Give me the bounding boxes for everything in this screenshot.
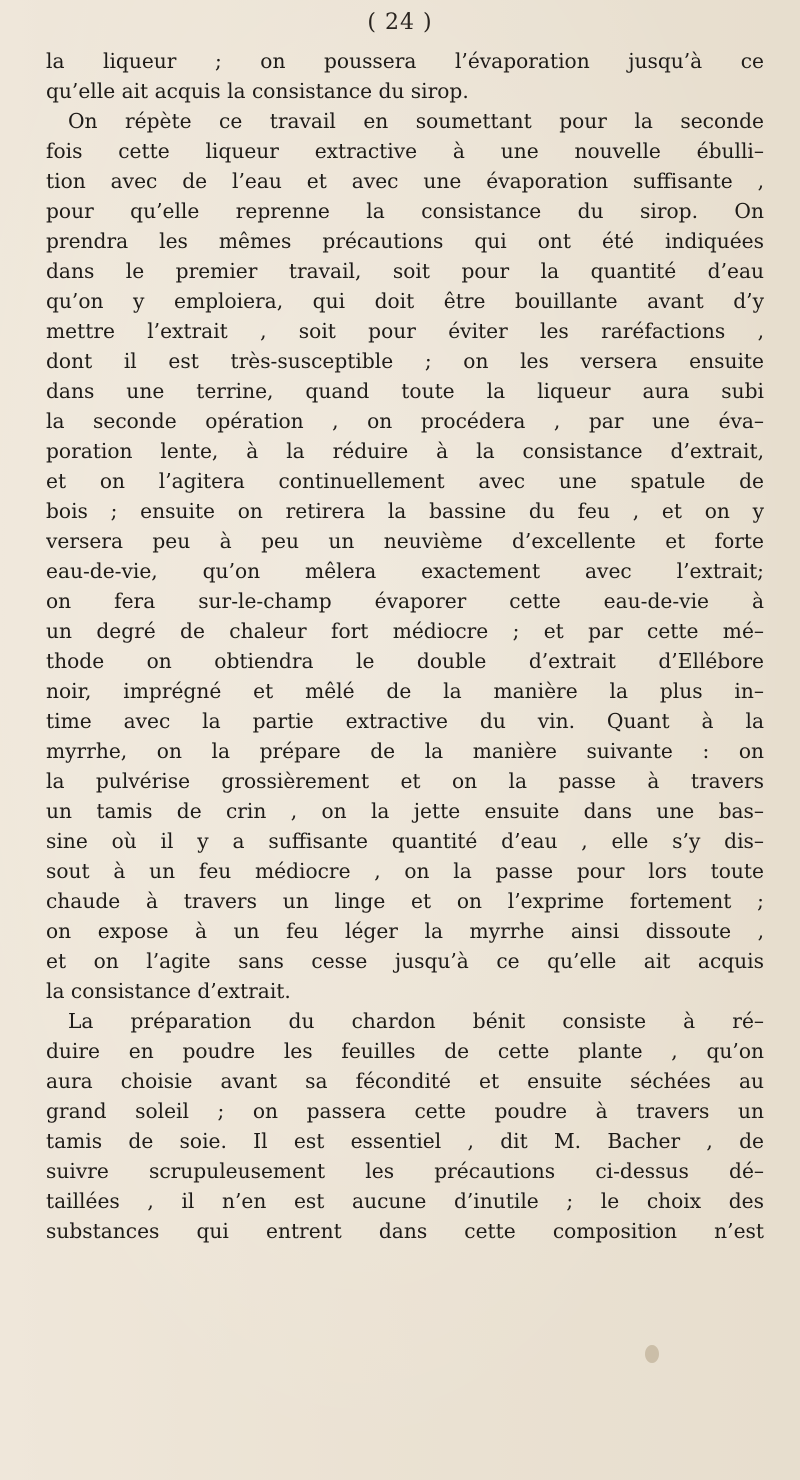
text-line: la pulvérise grossièrement et on la passe à travers bbox=[46, 769, 764, 793]
text-line: suivre scrupuleusement les précautions ci-dessus dé– bbox=[46, 1159, 764, 1183]
text-line: grand soleil ; on passera cette poudre à travers un bbox=[46, 1099, 764, 1123]
text-line: versera peu à peu un neuvième d’excellente et forte bbox=[46, 529, 764, 553]
text-line: poration lente, à la réduire à la consistance d’extrait, bbox=[46, 439, 764, 463]
text-line: prendra les mêmes précautions qui ont été indiquées bbox=[46, 229, 764, 253]
text-line: duire en poudre les feuilles de cette plante , qu’on bbox=[46, 1039, 764, 1063]
text-line: bois ; ensuite on retirera la bassine du feu , et on y bbox=[46, 499, 764, 523]
text-line: on fera sur-le-champ évaporer cette eau-de-vie à bbox=[46, 589, 764, 613]
text-line: eau-de-vie, qu’on mêlera exactement avec l’extrait; bbox=[46, 559, 764, 583]
text-line: chaude à travers un linge et on l’exprime fortement ; bbox=[46, 889, 764, 913]
text-line: substances qui entrent dans cette composition n’est bbox=[46, 1219, 764, 1243]
text-line: la consistance d’extrait. bbox=[46, 979, 291, 1003]
text-line: dans une terrine, quand toute la liqueur aura subi bbox=[46, 379, 764, 403]
text-line: sout à un feu médiocre , on la passe pour lors toute bbox=[46, 859, 764, 883]
text-line: time avec la partie extractive du vin. Quant à la bbox=[46, 709, 764, 733]
text-line: et on l’agitera continuellement avec une spatule de bbox=[46, 469, 764, 493]
text-line: tion avec de l’eau et avec une évaporation suffisante , bbox=[46, 169, 764, 193]
text-line: qu’on y emploiera, qui doit être bouillante avant d’y bbox=[46, 289, 764, 313]
text-line: La préparation du chardon bénit consiste à ré– bbox=[68, 1009, 764, 1033]
text-line: un tamis de crin , on la jette ensuite dans une bas– bbox=[46, 799, 764, 823]
text-line: fois cette liqueur extractive à une nouvelle ébulli– bbox=[46, 139, 764, 163]
text-line: mettre l’extrait , soit pour éviter les raréfactions , bbox=[46, 319, 764, 343]
text-line: un degré de chaleur fort médiocre ; et par cette mé– bbox=[46, 619, 764, 643]
text-line: pour qu’elle reprenne la consistance du sirop. On bbox=[46, 199, 764, 223]
ink-stain bbox=[645, 1345, 659, 1363]
text-line: On répète ce travail en soumettant pour la seconde bbox=[68, 109, 764, 133]
text-line: dans le premier travail, soit pour la quantité d’eau bbox=[46, 259, 764, 283]
text-line: la liqueur ; on poussera l’évaporation jusqu’à ce bbox=[46, 49, 764, 73]
text-line: dont il est très-susceptible ; on les versera ensuite bbox=[46, 349, 764, 373]
text-line: noir, imprégné et mêlé de la manière la plus in– bbox=[46, 679, 764, 703]
text-line: on expose à un feu léger la myrrhe ainsi dissoute , bbox=[46, 919, 764, 943]
text-line: la seconde opération , on procédera , par une éva– bbox=[46, 409, 764, 433]
text-line: tamis de soie. Il est essentiel , dit M. Bacher , de bbox=[46, 1129, 764, 1153]
text-line: aura choisie avant sa fécondité et ensuite séchées au bbox=[46, 1069, 764, 1093]
body-text bbox=[46, 46, 764, 1246]
text-line: et on l’agite sans cesse jusqu’à ce qu’elle ait acquis bbox=[46, 949, 764, 973]
page-number: ( 24 ) bbox=[367, 10, 433, 35]
text-line: sine où il y a suffisante quantité d’eau , elle s’y dis– bbox=[46, 829, 764, 853]
text-line: myrrhe, on la prépare de la manière suivante : on bbox=[46, 739, 764, 763]
text-line: qu’elle ait acquis la consistance du sirop. bbox=[46, 79, 469, 103]
text-line: thode on obtiendra le double d’extrait d’Ellébore bbox=[46, 649, 764, 673]
text-line: taillées , il n’en est aucune d’inutile ; le choix des bbox=[46, 1189, 764, 1213]
